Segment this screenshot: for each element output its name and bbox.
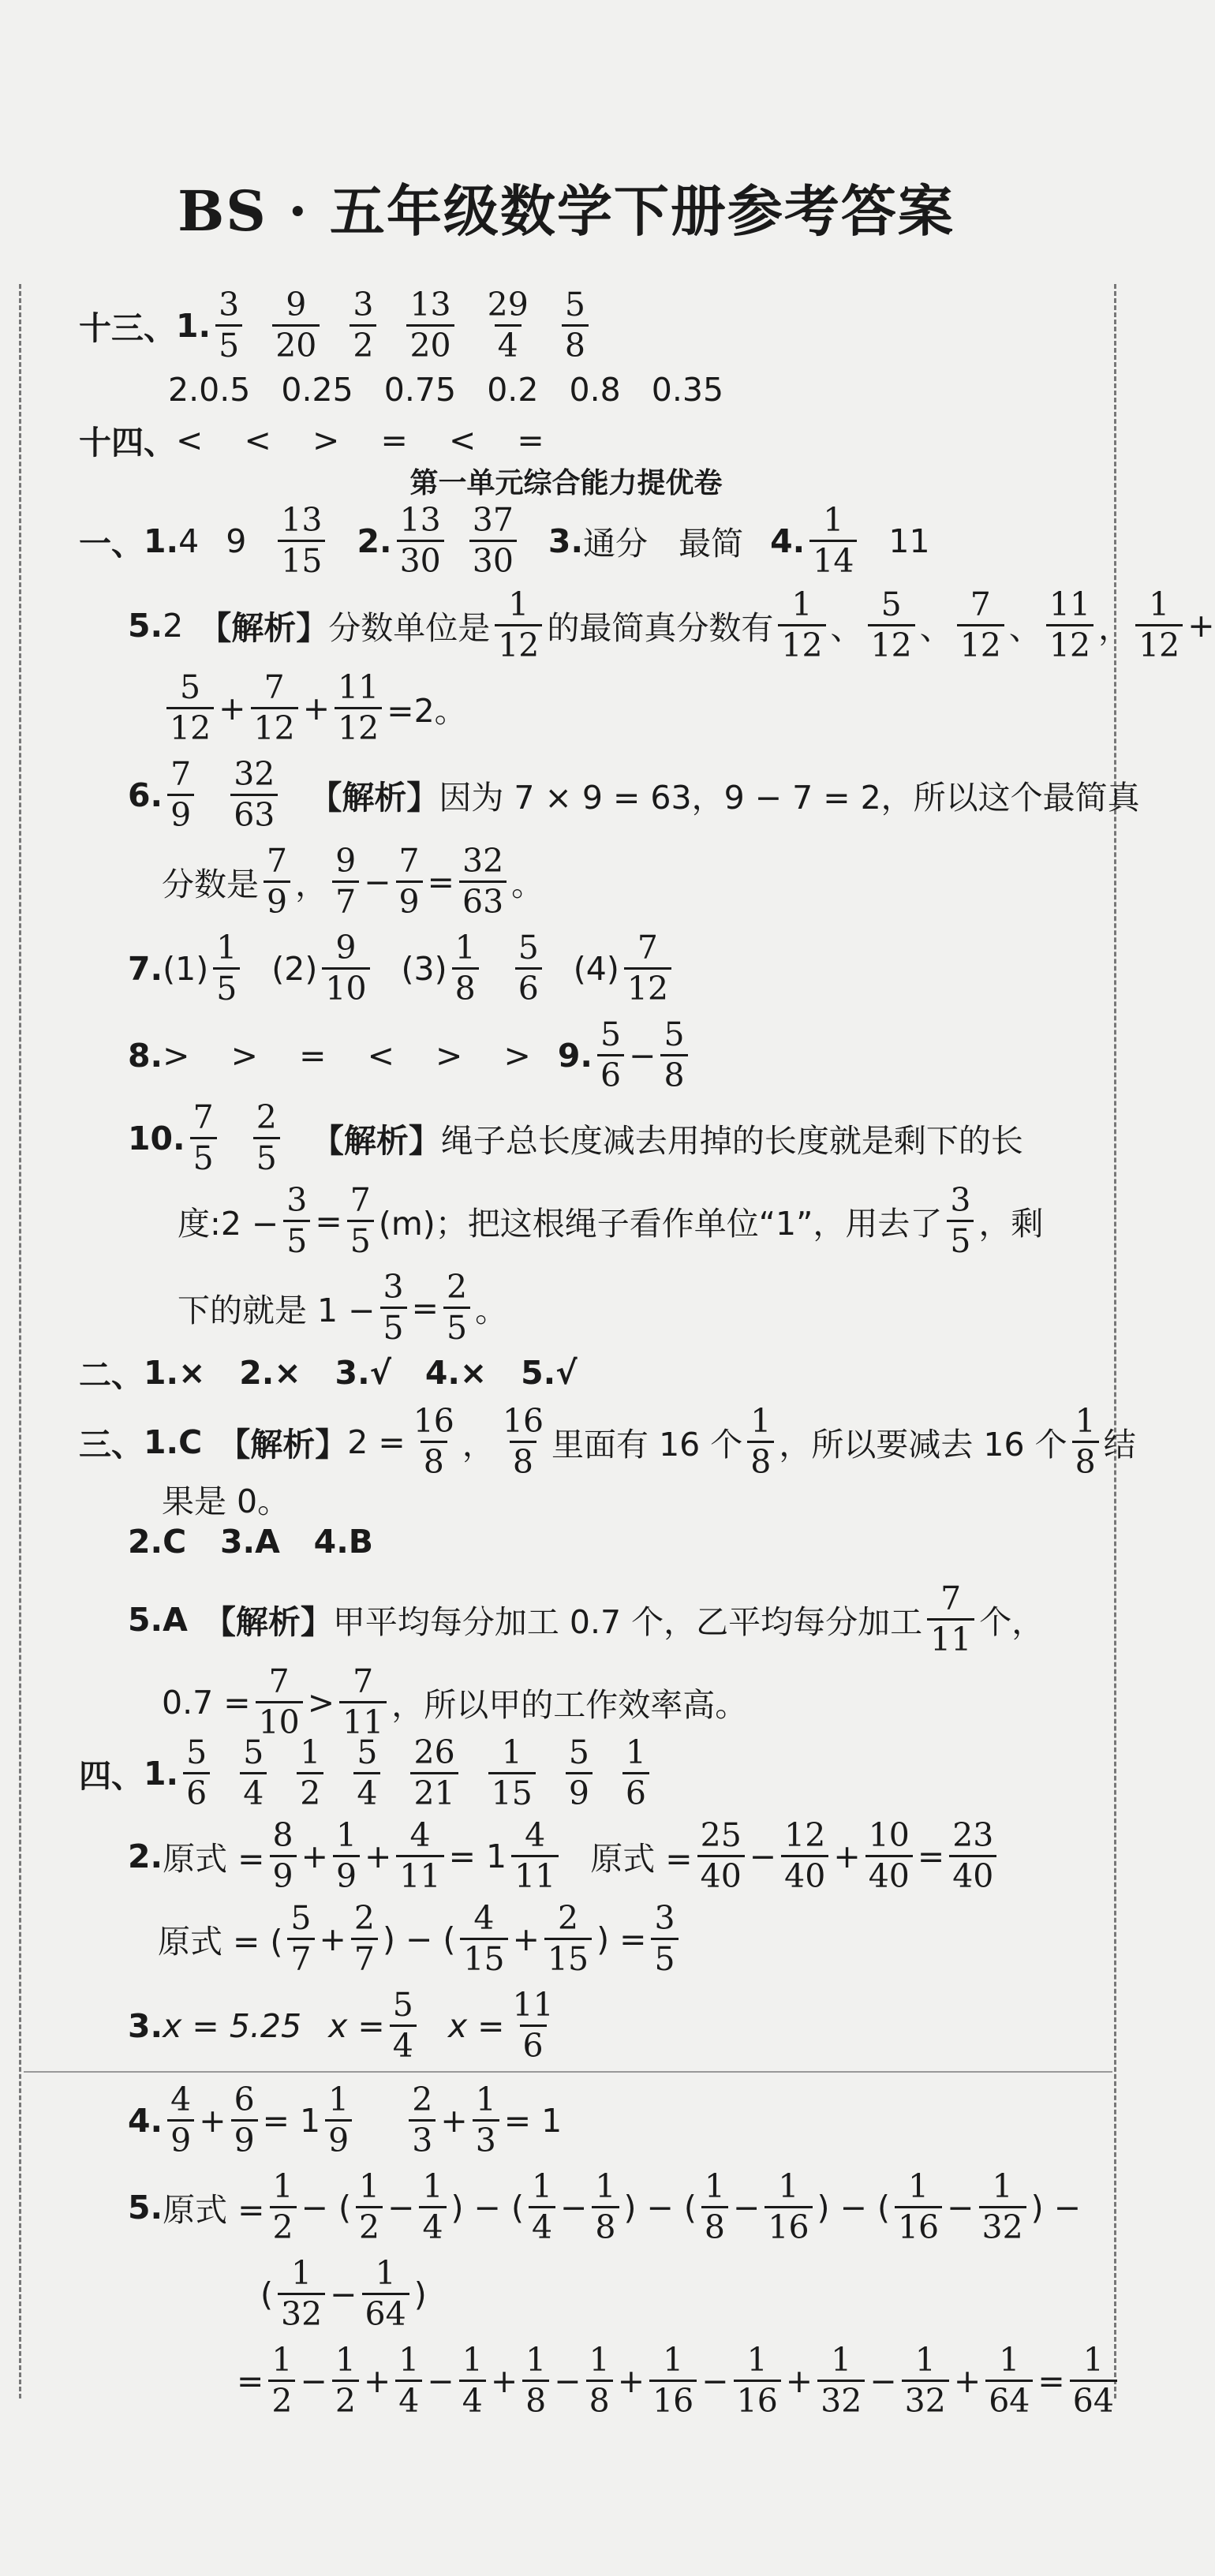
question-number: 3.	[128, 2006, 163, 2045]
text: 绳子总长度减去用掉的长度就是剩下的长	[440, 1122, 1023, 1161]
answer: x =	[328, 2006, 385, 2045]
operator: = 1	[503, 2101, 563, 2140]
question-number: 10.	[128, 1119, 185, 1157]
section-label: 二、	[79, 1356, 144, 1394]
fraction: $\frac{1}{8}$	[592, 2170, 619, 2245]
fraction: $\frac{16}{8}$	[413, 1402, 454, 1482]
question-number: 5.	[128, 606, 163, 645]
text: 2 =	[347, 1423, 406, 1461]
operator: +	[363, 2361, 391, 2400]
operator: +	[785, 2361, 813, 2400]
text: 原式 =	[163, 2191, 265, 2230]
fraction: $\frac{11}{12}$	[1046, 588, 1094, 663]
fraction: $\frac{1}{9}$	[333, 1819, 360, 1894]
fraction: $\frac{1}{5}$	[213, 931, 240, 1006]
text: 的最简真分数有	[547, 609, 774, 648]
s3-q1-line2	[162, 1475, 290, 1522]
operator: −	[947, 2188, 974, 2226]
s2-answers: 1.× 2.× 3.√ 4.× 5.√	[144, 1353, 578, 1392]
operator: +	[302, 689, 331, 727]
fraction: $\frac{32}{63}$	[459, 844, 507, 919]
fraction: $\frac{1}{9}$	[325, 2083, 352, 2158]
fraction: $\frac{7}{9}$	[264, 844, 290, 919]
s1-q10-line3	[178, 1268, 508, 1348]
s4-q2-line1	[128, 1816, 1001, 1896]
s4-q5-line3	[237, 2341, 1122, 2421]
fraction-sum	[693, 1816, 918, 1896]
s1-q10-line1	[128, 1098, 1023, 1178]
s1-q1-4	[79, 501, 930, 581]
text: ，剩	[978, 1205, 1044, 1243]
fraction: $\frac{37}{30}$	[469, 503, 517, 578]
page-title: BS · 五年级数学下册参考答案	[178, 178, 955, 244]
question-number: 6.	[128, 776, 163, 814]
text: 甲平均每分加工 0.7 个，乙平均每分加工	[332, 1603, 923, 1642]
s4-q5-line1	[128, 2167, 1082, 2247]
fraction: $\frac{7}{12}$	[251, 671, 298, 746]
section-label: 三、	[79, 1426, 144, 1464]
s1-q6-line1	[128, 755, 1140, 835]
operator: ) − (	[623, 2188, 697, 2226]
fraction: $\frac{11}{12}$	[335, 671, 382, 746]
sec13-q2	[168, 371, 723, 409]
operator: −	[560, 2188, 588, 2226]
fraction-sum	[265, 1816, 449, 1896]
fraction: $\frac{4}{9}$	[167, 2083, 194, 2158]
fraction: $\frac{5}{9}$	[566, 1736, 593, 1811]
s1-q7	[128, 931, 676, 1006]
fraction: $\frac{1}{16}$	[734, 2343, 781, 2418]
question-number: 5.	[128, 2188, 163, 2226]
fraction: $\frac{5}{12}$	[868, 588, 915, 663]
text: 度:2 −	[178, 1205, 279, 1243]
operator: 、	[1008, 609, 1041, 648]
analysis-tag: 【解析】	[203, 1603, 333, 1642]
analysis-tag: 【解析】	[309, 779, 439, 817]
fraction: $\frac{1}{12}$	[495, 588, 542, 663]
s3-q1-line1	[79, 1402, 1136, 1482]
operator: = 1	[448, 1837, 507, 1875]
fraction-sum	[162, 668, 387, 748]
fraction: $\frac{1}{2}$	[297, 1736, 323, 1811]
operator: =	[1037, 2361, 1065, 2400]
fraction: $\frac{5}{7}$	[287, 1901, 314, 1976]
text: 分数单位是	[328, 609, 491, 648]
fraction: $\frac{32}{63}$	[230, 757, 278, 832]
fraction: $\frac{7}{5}$	[347, 1183, 374, 1258]
fraction: $\frac{1}{32}$	[278, 2256, 325, 2331]
analysis-tag: 【解析】	[218, 1426, 348, 1464]
text: 因为 7 × 9 = 63，9 − 7 = 2，所以这个最简真	[439, 779, 1140, 817]
fraction: $\frac{4}{11}$	[511, 1819, 559, 1894]
operator: −	[364, 862, 391, 901]
fraction: $\frac{6}{9}$	[231, 2083, 258, 2158]
operator: − (	[301, 2188, 351, 2226]
text: 果是 0。	[162, 1482, 290, 1520]
text: 原式 =	[590, 1840, 693, 1879]
fraction: $\frac{2}{3}$	[409, 2083, 436, 2158]
operator: −	[629, 1036, 656, 1075]
answer: x =	[447, 2006, 505, 2045]
fraction: $\frac{23}{40}$	[949, 1819, 996, 1894]
fraction: $\frac{7}{11}$	[927, 1582, 974, 1657]
s1-q8-q9	[128, 1015, 693, 1095]
fraction: $\frac{13}{20}$	[406, 288, 454, 363]
operator: −	[869, 2361, 897, 2400]
s3-q2-4	[128, 1523, 373, 1561]
operator: +	[512, 1920, 540, 1958]
question-number: 4.	[770, 522, 806, 560]
text: 。	[511, 866, 544, 904]
fraction: $\frac{1}{2}$	[270, 2170, 297, 2245]
text: (m)；把这根绳子看作单位“1”，用去了	[378, 1205, 943, 1243]
fraction: $\frac{1}{64}$	[362, 2256, 409, 2331]
operator: ) − (	[817, 2188, 890, 2226]
answer: > > = < > >	[163, 1036, 531, 1075]
fraction: $\frac{5}{8}$	[660, 1018, 687, 1093]
s3-q5-line1	[128, 1582, 1044, 1657]
subpart: (4)	[573, 949, 619, 988]
fraction: $\frac{1}{12}$	[778, 588, 825, 663]
operator: 、	[919, 609, 952, 648]
operator: −	[733, 2188, 761, 2226]
fraction: $\frac{3}{5}$	[283, 1183, 310, 1258]
operator: +	[617, 2361, 645, 2400]
fraction: $\frac{2}{7}$	[351, 1901, 378, 1976]
fraction: $\frac{12}{40}$	[781, 1819, 828, 1894]
sec13-q1	[79, 288, 593, 363]
fraction: $\frac{26}{21}$	[410, 1736, 458, 1811]
fraction: $\frac{1}{16}$	[895, 2170, 942, 2245]
answers: 2.C 3.A 4.B	[128, 1523, 374, 1561]
fraction: $\frac{3}{5}$	[215, 288, 242, 363]
operator: =	[411, 1288, 439, 1327]
text: ) =	[596, 1920, 647, 1958]
text: ，	[295, 866, 328, 904]
fraction: $\frac{1}{64}$	[1070, 2343, 1117, 2418]
fraction: $\frac{2}{5}$	[443, 1270, 470, 1345]
fraction: $\frac{3}{5}$	[947, 1183, 974, 1258]
operator: ) −	[1030, 2188, 1082, 2226]
fraction: $\frac{13}{30}$	[397, 503, 444, 578]
operator: −	[749, 1837, 777, 1875]
fraction: $\frac{1}{2}$	[332, 2343, 359, 2418]
section-label: 一、	[79, 525, 144, 563]
left-dashed-margin	[19, 284, 21, 2398]
answer: 9	[226, 522, 247, 560]
section-label: 十三、	[79, 309, 176, 348]
text: 原式 = (	[158, 1923, 283, 1961]
s4-q5-line2	[260, 2254, 427, 2334]
text: 0.7 =	[162, 1683, 251, 1722]
fraction: $\frac{7}{11}$	[339, 1665, 387, 1740]
text: ，所以甲的工作效率高。	[391, 1686, 748, 1725]
s1-q5-line2	[162, 668, 467, 748]
fraction: $\frac{5}{8}$	[562, 288, 589, 363]
operator: )	[413, 2275, 427, 2313]
operator: +	[833, 1837, 861, 1875]
analysis-tag: 【解析】	[199, 609, 329, 648]
text: 。	[475, 1292, 508, 1330]
fraction: $\frac{7}{12}$	[624, 931, 671, 1006]
sec13-q2-answers: 2.0.5 0.25 0.75 0.2 0.8 0.35	[168, 371, 724, 409]
fraction: $\frac{7}{9}$	[167, 757, 194, 832]
fraction: $\frac{2}{15}$	[544, 1901, 592, 1976]
question-number: 9.	[557, 1036, 593, 1075]
result: =2。	[387, 692, 467, 731]
subpart: (3)	[401, 949, 447, 988]
text: 分数是	[162, 866, 259, 904]
question-number: 1.	[176, 306, 211, 345]
page-break-line	[24, 2071, 1112, 2073]
section-label: 四、	[79, 1757, 144, 1796]
fraction-list	[178, 1733, 654, 1813]
answer: 11	[888, 522, 930, 560]
fraction: $\frac{1}{2}$	[356, 2170, 383, 2245]
fraction: $\frac{1}{8}$	[586, 2343, 613, 2418]
operator: −	[701, 2361, 729, 2400]
analysis-tag: 【解析】	[311, 1122, 441, 1161]
fraction: $\frac{1}{4}$	[419, 2170, 446, 2245]
fraction: $\frac{1}{15}$	[488, 1736, 536, 1811]
answer: x = 5.25	[163, 2006, 302, 2045]
subpart: (2)	[271, 949, 318, 988]
fraction: $\frac{3}{5}$	[651, 1901, 678, 1976]
operator: −	[387, 2188, 415, 2226]
s1-q10-line2	[178, 1181, 1044, 1261]
fraction: $\frac{10}{40}$	[865, 1819, 913, 1894]
fraction: $\frac{25}{40}$	[697, 1819, 745, 1894]
operator: (	[260, 2275, 273, 2313]
fraction: $\frac{1}{12}$	[1135, 588, 1183, 663]
sec14	[79, 417, 544, 463]
fraction: $\frac{5}{4}$	[353, 1736, 380, 1811]
answer: 4	[178, 522, 200, 560]
operator: ，	[1098, 609, 1131, 648]
fraction: $\frac{4}{15}$	[460, 1901, 507, 1976]
text: 个，	[979, 1603, 1045, 1642]
fraction: $\frac{1}{8}$	[1072, 1404, 1099, 1479]
operator: =	[917, 1837, 945, 1875]
fraction: $\frac{9}{7}$	[332, 844, 359, 919]
answer: 通分 最简	[583, 525, 744, 563]
operator: +	[440, 2101, 468, 2140]
operator: +	[1187, 606, 1215, 645]
operator: ) − (	[450, 2188, 524, 2226]
fraction: $\frac{3}{2}$	[350, 288, 376, 363]
fraction: $\frac{5}{4}$	[240, 1736, 267, 1811]
text: 里面有 16 个	[551, 1426, 743, 1464]
s3-q5-line2	[162, 1662, 748, 1742]
question-number: 1.C	[144, 1423, 203, 1461]
operator: −	[554, 2361, 581, 2400]
answer: 2	[163, 606, 184, 645]
operator: >	[307, 1683, 335, 1722]
operator: =	[237, 2361, 264, 2400]
fraction: $\frac{5}{6}$	[183, 1736, 210, 1811]
fraction-list	[773, 585, 1215, 665]
fraction: $\frac{1}{8}$	[747, 1404, 774, 1479]
fraction: $\frac{1}{6}$	[622, 1736, 649, 1811]
fraction: $\frac{1}{8}$	[701, 2170, 728, 2245]
fraction: $\frac{1}{16}$	[649, 2343, 697, 2418]
s2	[79, 1349, 578, 1396]
fraction: $\frac{13}{15}$	[278, 503, 325, 578]
fraction: $\frac{9}{10}$	[322, 931, 369, 1006]
fraction: $\frac{2}{5}$	[253, 1101, 280, 1176]
s4-q4	[128, 2083, 562, 2158]
unit-title	[0, 461, 1132, 501]
fraction: $\frac{29}{4}$	[487, 286, 529, 365]
operator: +	[319, 1920, 346, 1958]
fraction: $\frac{1}{4}$	[529, 2170, 555, 2245]
question-number: 4.	[128, 2101, 163, 2140]
fraction: $\frac{11}{6}$	[512, 1986, 554, 2066]
text: ，所以要减去 16 个	[779, 1426, 1067, 1464]
unit-title-text: 第一单元综合能力提优卷	[409, 467, 723, 499]
s1-q5-line1	[128, 585, 1215, 665]
fraction: $\frac{7}{10}$	[256, 1665, 303, 1740]
question-number: 7.	[128, 949, 163, 988]
operator: −	[330, 2275, 357, 2313]
fraction: $\frac{9}{20}$	[272, 288, 320, 363]
question-number: 1.	[144, 1754, 179, 1793]
fraction: $\frac{1}{3}$	[473, 2083, 499, 2158]
fraction: $\frac{7}{12}$	[957, 588, 1004, 663]
fraction: $\frac{5}{6}$	[597, 1018, 624, 1093]
fraction-chain	[264, 2341, 1037, 2421]
fraction: $\frac{1}{32}$	[902, 2343, 949, 2418]
fraction: $\frac{7}{9}$	[396, 844, 423, 919]
operator: =	[315, 1202, 342, 1240]
fraction: $\frac{1}{4}$	[459, 2343, 486, 2418]
fraction: $\frac{1}{8}$	[522, 2343, 549, 2418]
s4-q2-line2	[158, 1899, 683, 1979]
text: ) − (	[382, 1920, 456, 1958]
fraction: $\frac{5}{6}$	[515, 931, 542, 1006]
fraction: $\frac{1}{14}$	[809, 503, 857, 578]
operator: +	[490, 2361, 518, 2400]
fraction: $\frac{1}{32}$	[979, 2170, 1026, 2245]
operator: −	[427, 2361, 454, 2400]
operator: =	[427, 862, 454, 901]
question-number: 5.A	[128, 1600, 188, 1639]
text: 原式 =	[163, 1840, 265, 1879]
operator: = 1	[262, 2101, 321, 2140]
text: 下的就是 1 −	[178, 1292, 376, 1330]
s1-q6-line2	[162, 842, 544, 922]
s4-q3	[128, 1986, 562, 2066]
question-number: 2.	[357, 522, 392, 560]
sec13-fraction-list	[211, 288, 593, 363]
fraction: $\frac{5}{12}$	[166, 671, 214, 746]
fraction: $\frac{3}{5}$	[380, 1270, 407, 1345]
fraction: $\frac{1}{64}$	[985, 2343, 1033, 2418]
fraction: $\frac{5}{4}$	[390, 1988, 417, 2063]
operator: +	[301, 1837, 328, 1875]
text: ，	[462, 1426, 495, 1464]
text: 结	[1103, 1426, 1136, 1464]
fraction: $\frac{16}{8}$	[502, 1402, 544, 1482]
fraction: $\frac{1}{32}$	[817, 2343, 865, 2418]
operator: +	[953, 2361, 981, 2400]
question-number: 3.	[548, 522, 584, 560]
operator: +	[364, 1837, 392, 1875]
s4-q1	[79, 1733, 654, 1813]
operator: −	[300, 2361, 327, 2400]
fraction: $\frac{4}{11}$	[396, 1819, 443, 1894]
subpart: (1)	[163, 949, 209, 988]
fraction: $\frac{8}{9}$	[270, 1819, 297, 1894]
sec14-answers: < < > = < =	[176, 421, 544, 459]
operator: +	[199, 2101, 226, 2140]
fraction: $\frac{7}{5}$	[190, 1101, 217, 1176]
fraction: $\frac{1}{16}$	[765, 2170, 812, 2245]
section-label: 十四、	[79, 424, 176, 462]
question-number: 2.	[128, 1837, 163, 1875]
operator: +	[219, 689, 246, 727]
question-number: 8.	[128, 1036, 163, 1075]
fraction: $\frac{1}{8}$	[452, 931, 479, 1006]
operator: 、	[830, 609, 863, 648]
fraction: $\frac{1}{4}$	[395, 2343, 422, 2418]
fraction: $\frac{1}{2}$	[268, 2343, 295, 2418]
question-number: 1.	[144, 522, 179, 560]
